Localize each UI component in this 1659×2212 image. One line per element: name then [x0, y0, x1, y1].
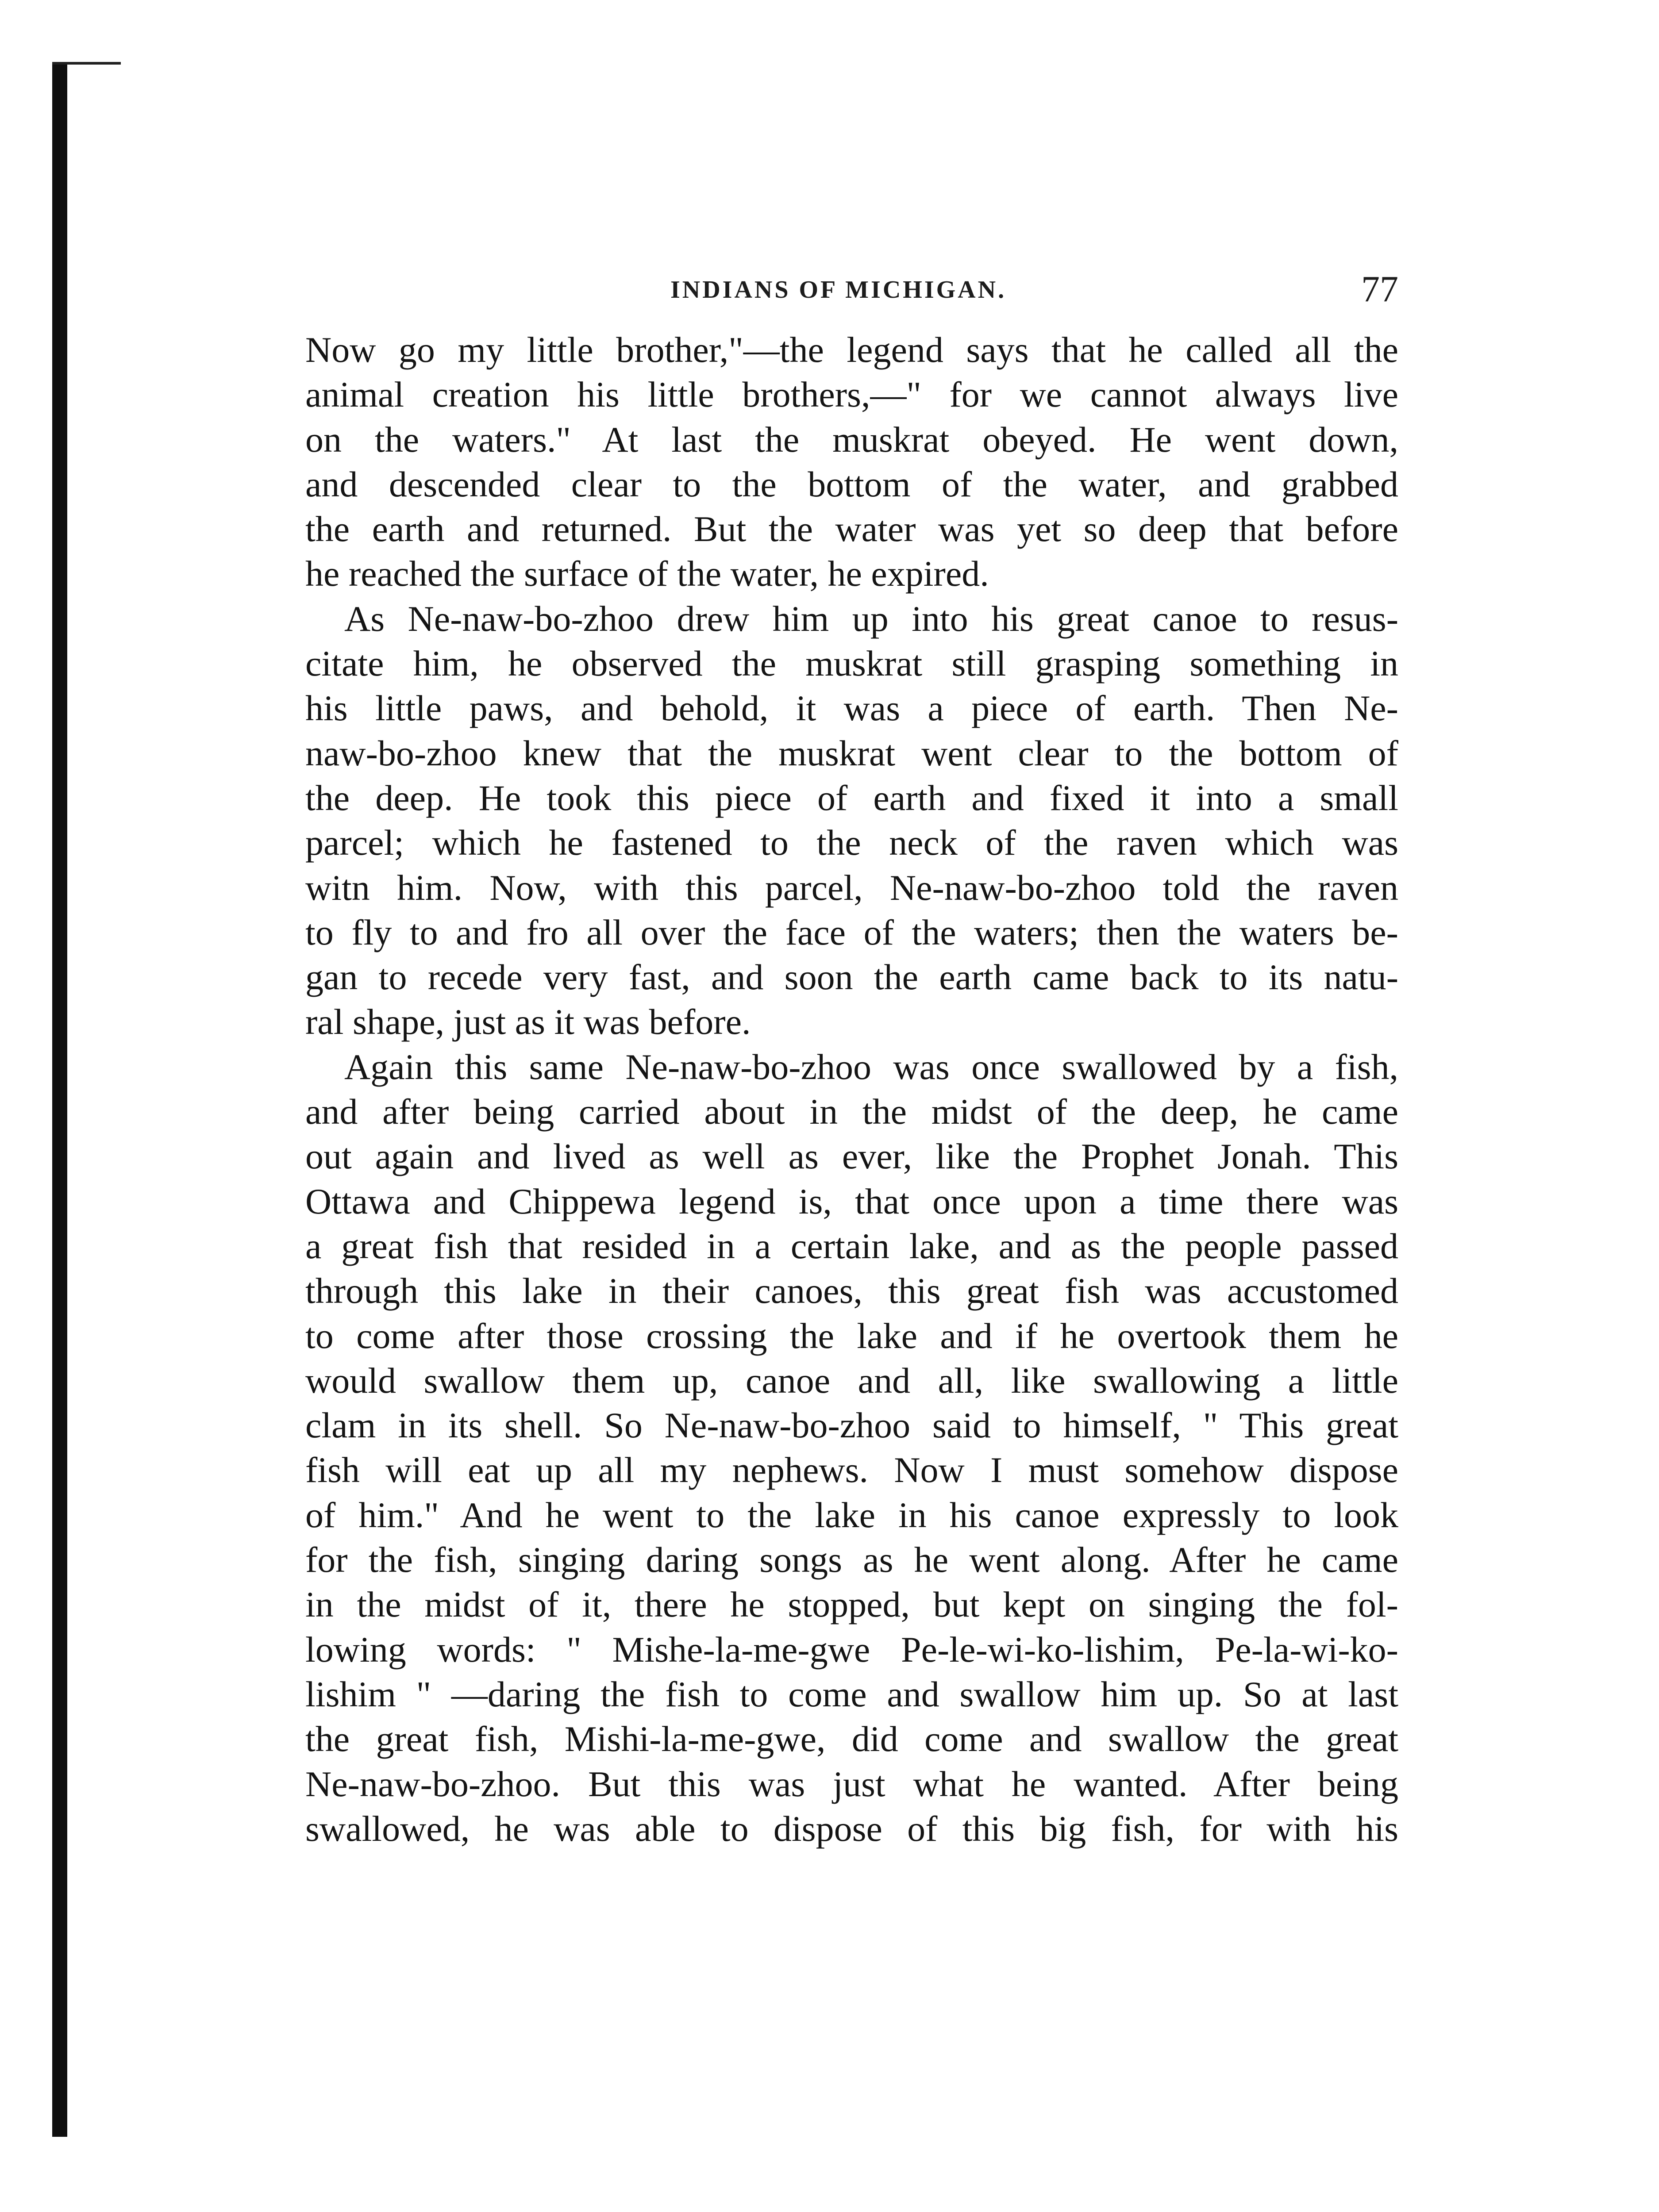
- text-line: gan to recede very fast, and soon the earth came back to its natu-: [305, 957, 1398, 998]
- text-line: the great fish, Mishi-la-me-gwe, did come and swallow the great: [305, 1719, 1398, 1759]
- text-line: for the fish, singing daring songs as he went along. After he came: [305, 1540, 1398, 1580]
- text-line: he reached the surface of the water, he expired.: [305, 553, 989, 594]
- text-line: and descended clear to the bottom of the water, and grabbed: [305, 464, 1398, 504]
- text-line: in the midst of it, there he stopped, but kept on singing the fol-: [305, 1584, 1398, 1625]
- page-header: [305, 268, 1398, 321]
- text-line: witn him. Now, with this parcel, Ne-naw-bo-zhoo told the raven: [305, 867, 1398, 908]
- page-number: 77: [1361, 269, 1398, 310]
- text-line: lowing words: " Mishe-la-me-gwe Pe-le-wi-ko-lishim, Pe-la-wi-ko-: [305, 1629, 1398, 1670]
- text-line: Ottawa and Chippewa legend is, that once upon a time there was: [305, 1181, 1398, 1221]
- text-line: ral shape, just as it was before.: [305, 1002, 751, 1042]
- text-line: through this lake in their canoes, this great fish was accustomed: [305, 1271, 1398, 1311]
- text-line: his little paws, and behold, it was a piece of earth. Then Ne-: [305, 688, 1398, 729]
- text-line: a great fish that resided in a certain lake, and as the people passed: [305, 1225, 1398, 1266]
- text-line: to come after those crossing the lake and if he overtook them he: [305, 1315, 1398, 1356]
- body-text: [305, 327, 1398, 1851]
- text-line: Now go my little brother,"—the legend says that he called all the: [305, 330, 1398, 370]
- text-line: the earth and returned. But the water was yet so deep that before: [305, 509, 1398, 549]
- text-line: swallowed, he was able to dispose of this big fish, for with his: [305, 1808, 1398, 1849]
- text-line: As Ne-naw-bo-zhoo drew him up into his great canoe to resus-: [344, 598, 1398, 639]
- running-title: INDIANS OF MICHIGAN.: [670, 276, 1007, 303]
- text-line: fish will eat up all my nephews. Now I must somehow dispose: [305, 1450, 1398, 1490]
- text-line: on the waters." At last the muskrat obeyed. He went down,: [305, 419, 1398, 460]
- text-line: Again this same Ne-naw-bo-zhoo was once swallowed by a fish,: [344, 1046, 1398, 1087]
- text-line: naw-bo-zhoo knew that the muskrat went clear to the bottom of: [305, 733, 1398, 773]
- text-line: animal creation his little brothers,—" for we cannot always live: [305, 374, 1398, 415]
- text-line: citate him, he observed the muskrat still grasping something in: [305, 643, 1398, 684]
- text-line: would swallow them up, canoe and all, like swallowing a little: [305, 1360, 1398, 1401]
- text-line: of him." And he went to the lake in his canoe expressly to look: [305, 1494, 1398, 1535]
- text-line: Ne-naw-bo-zhoo. But this was just what he wanted. After being: [305, 1763, 1398, 1804]
- text-line: and after being carried about in the midst of the deep, he came: [305, 1091, 1398, 1132]
- text-line: to fly to and fro all over the face of the waters; then the waters be-: [305, 912, 1398, 952]
- page-binding-edge: [52, 62, 67, 2137]
- text-line: lishim " —daring the fish to come and swallow him up. So at last: [305, 1674, 1398, 1714]
- text-line: out again and lived as well as ever, like the Prophet Jonah. This: [305, 1136, 1398, 1177]
- text-line: the deep. He took this piece of earth and fixed it into a small: [305, 777, 1398, 818]
- text-line: clam in its shell. So Ne-naw-bo-zhoo said to himself, " This great: [305, 1405, 1398, 1446]
- text-line: parcel; which he fastened to the neck of the raven which was: [305, 822, 1398, 863]
- page-binding-edge-top: [52, 62, 121, 65]
